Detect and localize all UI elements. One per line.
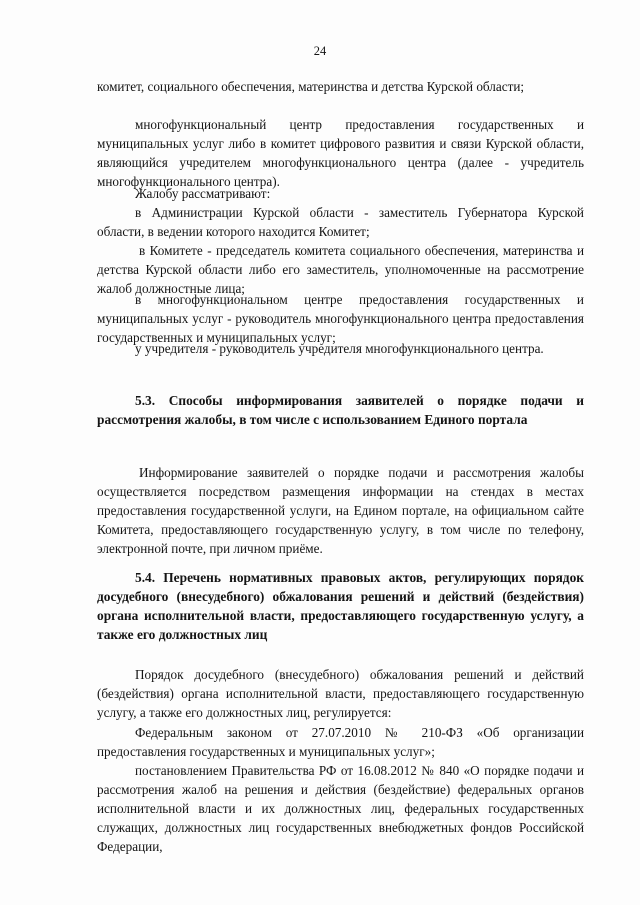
paragraph-administration: в Администрации Курской области - заместитель Губернатора Курской области, в ведении которого находится Комитет;: [97, 205, 584, 239]
paragraph-informing: Информирование заявителей о порядке подачи и рассмотрения жалобы осуществляется посредством размещения информации на стендах в местах предоставления государственной услуги, на Едином портале, на официальном сайте Комитета, предоставляющего государственную услугу, в том числе по телефону, электронной почте, при личном приёме.: [97, 465, 584, 556]
page-number: 24: [313, 44, 327, 58]
section-heading-5-4: 5.4. Перечень нормативных правовых актов, регулирующих порядок досудебного (внесудебного) обжалования решений и действий (бездействия) органа исполнительной власти, предоставляющего государственную услугу, а также его должностных лиц: [97, 570, 584, 642]
paragraph-mfc-head: в многофункциональном центре предоставления государственных и муниципальных услуг - руководитель многофункционального центра предоставления государственных и муниципальных услуг;: [97, 292, 584, 345]
paragraph-committee-chair: в Комитете - председатель комитета социального обеспечения, материнства и детства Курской области либо его заместитель, уполномоченные на рассмотрение жалоб должностные лица;: [97, 243, 584, 296]
paragraph-government-decree: постановлением Правительства РФ от 16.08.2012 № 840 «О порядке подачи и рассмотрения жалоб на решения и действия (бездействие) федеральных органов исполнительной власти и их должностных лиц, федеральных государственных служащих, должностных лиц государственных внебюджетных фондов Российской Федерации,: [97, 763, 584, 854]
paragraph-appeal-procedure: Порядок досудебного (внесудебного) обжалования решений и действий (бездействия) органа исполнительной власти, предоставляющего государственную услугу, а также его должностных лиц, регулируется:: [97, 667, 584, 720]
paragraph-federal-law: Федеральным законом от 27.07.2010 № 210-ФЗ «Об организации предоставления государственных и муниципальных услуг»;: [97, 725, 584, 759]
section-heading-5-3: 5.3. Способы информирования заявителей о порядке подачи и рассмотрения жалобы, в том числе с использованием Единого портала: [97, 393, 584, 427]
paragraph-mfc: многофункциональный центр предоставления государственных и муниципальных услуг либо в комитет цифрового развития и связи Курской области, являющийся учредителем многофункционального центра (далее - учредитель многофункционального центра).: [97, 117, 584, 189]
paragraph-complaint-reviewers: Жалобу рассматривают:: [135, 186, 271, 201]
paragraph-committee-social: комитет, социального обеспечения, материнства и детства Курской области;: [97, 79, 525, 94]
paragraph-founder: у учредителя - руководитель учредителя многофункционального центра.: [135, 341, 544, 356]
